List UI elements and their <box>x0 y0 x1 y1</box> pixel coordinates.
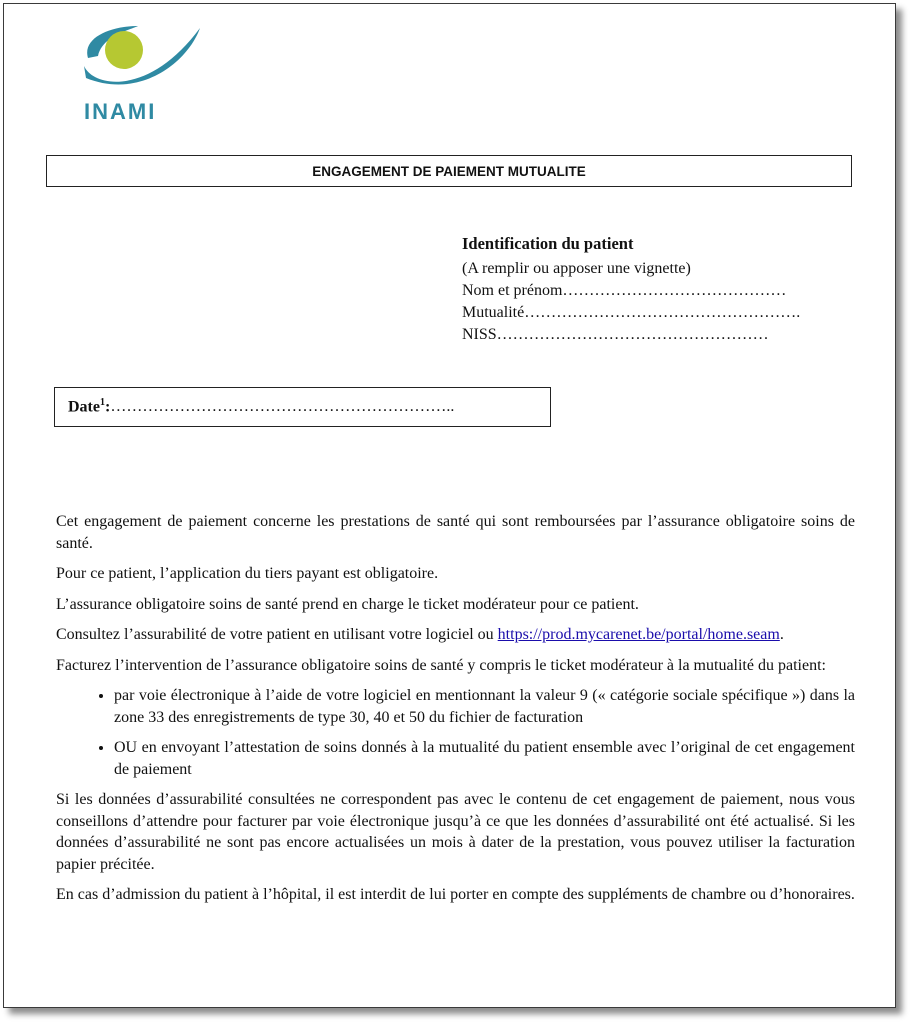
document-page <box>3 3 896 1008</box>
mycarenet-link[interactable]: https://prod.mycarenet.be/portal/home.seam <box>497 626 780 643</box>
paragraph-3: L’assurance obligatoire soins de santé prend en charge le ticket modérateur pour ce patient. <box>56 595 639 613</box>
date-field[interactable] <box>54 387 551 427</box>
form-title: ENGAGEMENT DE PAIEMENT MUTUALITE <box>46 155 852 187</box>
date-label: Date$^1$: <box>68 397 111 416</box>
list-item: • par voie électronique à l’aide de votre logiciel en mentionnant la valeur 9 (« catégorie sociale spécifique ») dans la zone 33 des enregistrements de type 30, 40 et 50 du fichier de facturation <box>114 685 855 728</box>
patient-instruction: (A remplir ou apposer une vignette) <box>462 260 691 277</box>
paragraph-6: Si les données d’assurabilité consultées ne correspondent pas avec le contenu de cet engagement de paiement, nous vous conseillons d’attendre pour facturer par voie électronique jusqu’à ce que les données d’assurabilité ont été actualisé. Si les données d’assurabilité ne sont pas encore actualisées un mois à dater de la prestation, vous pouvez utiliser la facturation papier précitée. <box>56 791 855 873</box>
patient-heading: Identification du patient <box>462 234 634 253</box>
patient-niss-field[interactable]: NISS…………………………………………… <box>462 326 769 343</box>
patient-identification <box>462 233 800 346</box>
list-item: • OU en envoyant l’attestation de soins donnés à la mutualité du patient ensemble avec l’original de cet engagement de paiement <box>114 737 855 780</box>
logo-green-circle <box>105 31 143 69</box>
patient-mutualite-field[interactable]: Mutualité……………………………………………. <box>462 304 801 321</box>
body-text <box>56 511 855 915</box>
date-footnote: 1 <box>99 397 105 409</box>
paragraph-5: Facturez l’intervention de l’assurance obligatoire soins de santé y compris le ticket modérateur à la mutualité du patient: <box>56 656 826 674</box>
paragraph-4: Consultez l’assurabilité de votre patient en utilisant votre logiciel ou https://prod.mycarenet.be/portal/home.seam. <box>56 626 784 643</box>
paragraph-1: Cet engagement de paiement concerne les prestations de santé qui sont remboursées par l’assurance obligatoire soins de santé. <box>56 513 855 552</box>
paragraph-2: Pour ce patient, l’application du tiers payant est obligatoire. <box>56 565 439 582</box>
billing-options-list <box>56 685 855 780</box>
patient-name-field[interactable]: Nom et prénom…………………………………… <box>462 282 787 299</box>
date-dots: ……………………………………………………….. <box>110 398 455 415</box>
paragraph-7: En cas d’admission du patient à l’hôpital, il est interdit de lui porter en compte des suppléments de chambre ou d’honoraires. <box>56 886 855 903</box>
logo-text: INAMI <box>84 99 157 124</box>
